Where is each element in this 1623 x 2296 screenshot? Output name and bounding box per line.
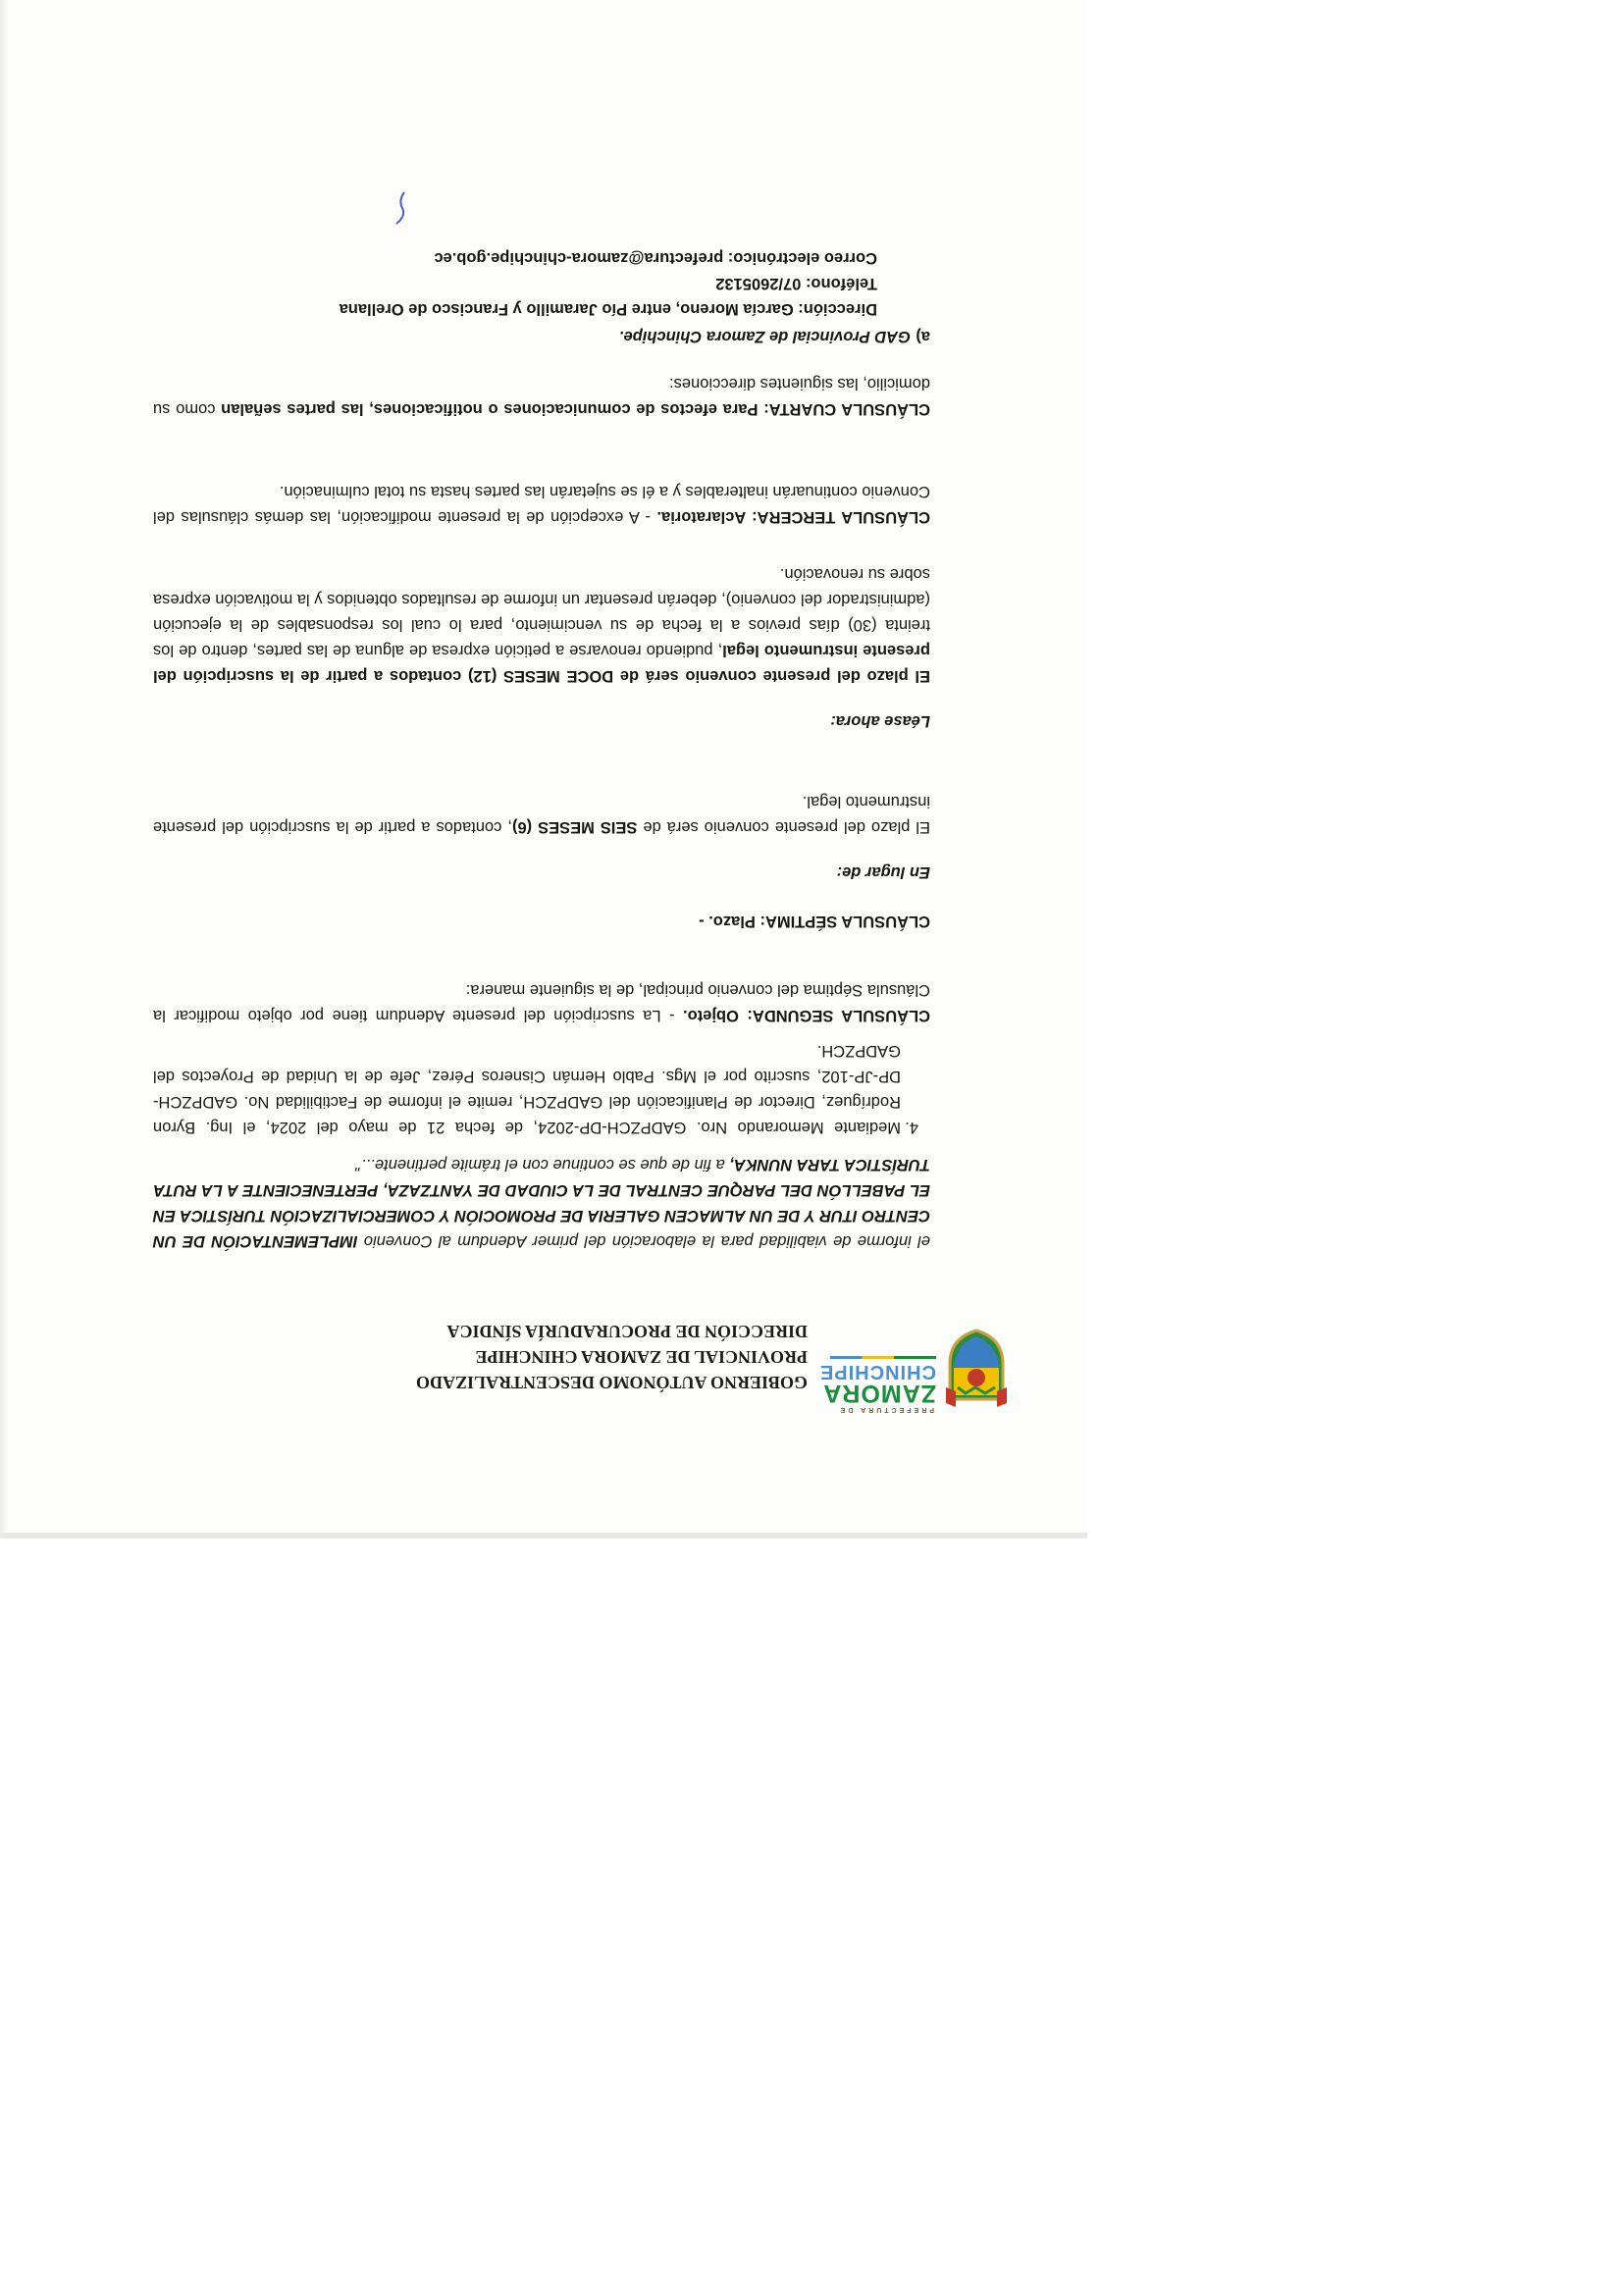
org-line-3: DIRECCIÓN DE PROCURADURÍA SÍNDICA [446,1322,808,1341]
intro-paragraph [153,1152,930,1254]
clausula-segunda-text: - La suscripción del presente Adendum tiene por objeto modificar la Cláusula Séptima del convenio principal, de la siguiente manera: [152,981,930,1024]
direccion-line [153,296,877,322]
clausula-tercera-text: - A excepción de la presente modificación, las demás cláusulas del Convenio continuarán inalterables y a él se sujetarán las partes hasta su total culminación. [153,483,930,526]
item-number: 4. [905,1119,918,1136]
brand-name-chinchipe: CHINCHIPE [818,1361,936,1383]
plazo-original [153,789,930,840]
scanned-page [0,0,1087,1539]
clausula-cuarta [153,371,930,422]
item4-text: Mediante Memorando Nro. GADPZCH-DP-2024, de fecha 21 de mayo del 2024, el Ing. Byron Rodríguez, Director de Planificación del GADPZCH, remite el informe de Factibilidad No. GADPZCH-DP-JP-102, suscrito por el Mgs. Pablo Hernán Cisneros Pérez, Jefe de la Unidad de Proyectos del GADPZCH. [153,1042,901,1136]
page-shadow [0,0,8,1539]
brand-underline [830,1356,936,1359]
telefono-value: 07/2605132 [715,275,806,292]
pen-mark-icon [391,190,410,226]
contact-block [153,245,877,322]
document-header [101,1319,808,1395]
clausula-septima-heading: CLÁUSULA SÉPTIMA: Plazo. - [699,913,930,930]
plazo-original-a: El plazo del presente convenio será de [637,818,930,836]
intro-text: el informe de viabilidad para la elaboración del primer Adendum al Convenio [363,1232,930,1250]
clausula-cuarta-text: como su domicilio, las siguientes direcciones: [153,375,930,418]
convenio-title: IMPLEMENTACIÓN DE UN CENTRO ITUR Y DE UN ALMACEN GALERIA DE PROMOCIÓN Y COMERCIALIZACIÓN TURÍSTICA EN EL PABELLÓN DEL PARQUE CENTRAL DE LA CIUDAD DE YANTZAZA, PERTENECIENTE A LA RUTA TURÍSTICA TARA NUNKA, [153,1156,930,1250]
correo-value: prefectura@zamora-chinchipe.gob.ec [434,249,728,267]
antecedente-item-4 [153,1038,918,1140]
lease-ahora-label: Léase ahora: [830,712,930,730]
org-line-1: GOBIERNO AUTÓNOMO DESCENTRALIZADO [415,1373,808,1392]
org-line-2: PROVINCIAL DE ZAMORA CHINCHIPE [475,1347,808,1367]
plazo-nuevo-text: , pudiendo renovarse a petición expresa de alguna de las partes, dentro de los treinta (30) días previos a la fecha de su vencimiento, para lo cual los responsables de la ejecución (administrador del convenio), deberán presentar un informe de resultados obtenidos y la motivación expresa sobre su renovación. [153,565,930,659]
scan-edge [0,1533,1087,1539]
direccion-value: García Moreno, entre Pío Jaramillo y Francisco de Orellana [339,300,799,318]
correo-line [153,245,877,271]
gad-party [153,324,930,349]
gad-letter: a) [916,328,930,345]
direccion-label: Dirección: [798,300,877,318]
prefectura-logo [818,1305,1009,1413]
plazo-nuevo-bold: El plazo del presente convenio será de DOCE MESES (12) contados a partir de la suscripción del presente instrumento legal [153,642,930,685]
clausula-tercera [153,479,930,530]
plazo-original-duration: SEIS MESES (6) [511,818,638,836]
brand-name-zamora: ZAMORA [822,1380,936,1407]
en-lugar-de-label: En lugar de: [836,863,930,881]
clausula-segunda-label: CLÁUSULA SEGUNDA: Objeto. [683,1007,930,1024]
plazo-original-c: , contados a partir de la suscripción del presente instrumento legal. [152,793,930,836]
brand-prefix: PREFECTURA DE [837,1406,934,1413]
correo-label: Correo electrónico: [727,249,877,267]
provincial-emblem-icon [944,1329,1009,1407]
clausula-tercera-label: CLÁUSULA TERCERA: Aclaratoria. [656,508,930,526]
telefono-line [153,271,877,296]
plazo-nuevo [153,561,930,689]
intro-tail: a fin de que se continue con el trámite pertinente..." [355,1156,730,1174]
clausula-segunda [153,977,930,1028]
telefono-label: Teléfono: [805,275,877,292]
gad-name: GAD Provincial de Zamora Chinchipe. [618,328,911,345]
clausula-cuarta-label: CLÁUSULA CUARTA: Para efectos de comunicaciones o notificaciones, las partes señalan [221,400,930,418]
